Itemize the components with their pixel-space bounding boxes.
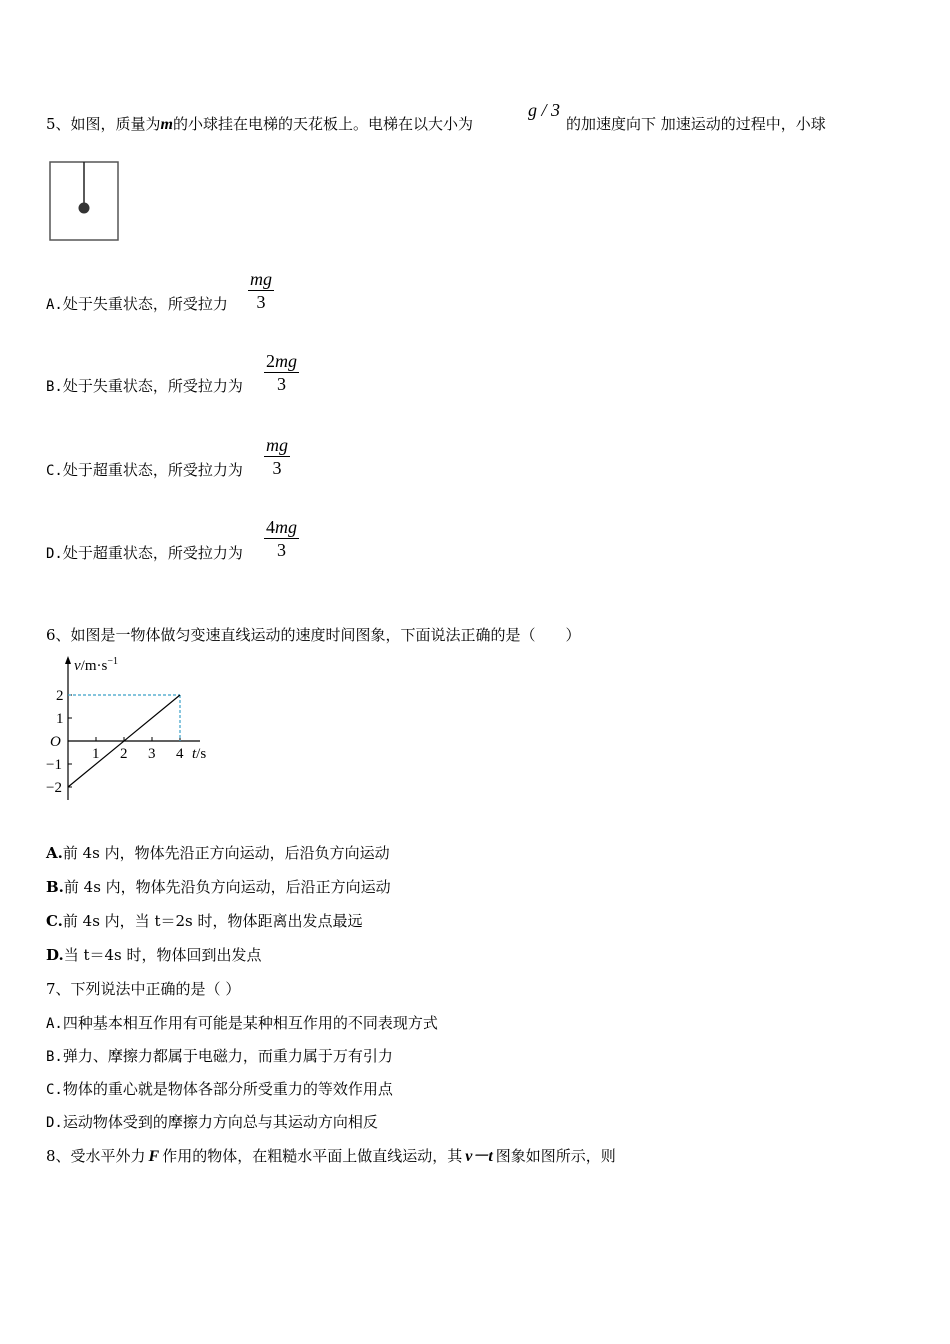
option-label: C. [46, 463, 63, 479]
q6-option-d: D.当 t＝4s 时，物体回到出发点 [46, 946, 262, 964]
q8-vt-symbol: v－t [465, 1148, 493, 1165]
y-tick-label: −2 [46, 780, 62, 796]
option-label: A. [46, 297, 63, 313]
option-text: 处于超重状态，所受拉力为 [62, 544, 243, 562]
q7-option-c: C.物体的重心就是物体各部分所受重力的等效作用点 [46, 1080, 393, 1098]
q6-option-a: A.前 4s 内，物体先沿正方向运动，后沿负方向运动 [46, 844, 390, 862]
q5-elevator-figure [48, 160, 122, 244]
q5-mass-symbol: m [160, 116, 173, 133]
option-text: 处于失重状态，所受拉力为 [62, 377, 243, 395]
option-label: D. [46, 546, 63, 562]
q7-stem: 7、下列说法中正确的是（ ） [46, 980, 241, 998]
option-text: 处于超重状态，所受拉力为 [62, 461, 243, 479]
x-tick-label: 1 [92, 746, 100, 762]
q5-option-b-fraction: $\frac{2mg}{3}$ [266, 351, 297, 394]
y-tick-label: −1 [46, 757, 62, 773]
q6-vt-graph [40, 652, 220, 812]
origin-label: O [50, 734, 61, 750]
q8-stem: 8、受水平外力 F 作用的物体，在粗糙水平面上做直线运动，其 v－t 图象如图所示，则 [46, 1147, 616, 1165]
x-tick-label: 3 [148, 746, 156, 762]
q5-accel: g / 3 [528, 100, 561, 120]
q6-option-b: B.前 4s 内，物体先沿负方向运动，后沿正方向运动 [46, 878, 391, 896]
q5-option-c [46, 460, 243, 481]
x-axis-label: t/s [192, 746, 207, 762]
q5-prefix: 5、如图，质量为 [46, 115, 161, 133]
q5-option-d-fraction: $\frac{4mg}{3}$ [266, 517, 297, 560]
q5-option-a [46, 294, 228, 315]
q8-force-symbol: F [148, 1148, 160, 1165]
x-tick-label: 4 [176, 746, 184, 762]
q5-option-d [46, 543, 243, 564]
y-tick-label: 2 [56, 688, 64, 704]
y-axis-arrow-icon [65, 656, 71, 664]
q6-stem: 6、如图是一物体做匀变速直线运动的速度时间图象，下面说法正确的是（ ） [46, 626, 581, 644]
q5-option-a-fraction: $\frac{mg}{3}$ [250, 269, 272, 312]
q5-stem [46, 114, 473, 135]
q5-option-c-fraction: $\frac{mg}{3}$ [266, 435, 288, 478]
q7-option-b: B.弹力、摩擦力都属于电磁力，而重力属于万有引力 [46, 1047, 393, 1065]
q7-option-d: D.运动物体受到的摩擦力方向总与其运动方向相反 [46, 1113, 378, 1131]
ball-icon [79, 203, 90, 214]
q5-suffix: 的加速度向下 加速运动的过程中，小球 [566, 115, 826, 133]
q7-option-a: A.四种基本相互作用有可能是某种相互作用的不同表现方式 [46, 1014, 438, 1032]
option-label: B. [46, 379, 63, 395]
q6-option-c: C.前 4s 内，当 t＝2s 时，物体距离出发点最远 [46, 912, 363, 930]
q5-option-b [46, 376, 243, 397]
option-text: 处于失重状态，所受拉力 [62, 295, 228, 313]
y-tick-label: 1 [56, 711, 64, 727]
q5-mid: 的小球挂在电梯的天花板上。电梯在以大小为 [173, 115, 474, 133]
x-tick-label: 2 [120, 746, 128, 762]
y-axis-label: $v/m\cdot s^{-1}$ [74, 656, 118, 674]
